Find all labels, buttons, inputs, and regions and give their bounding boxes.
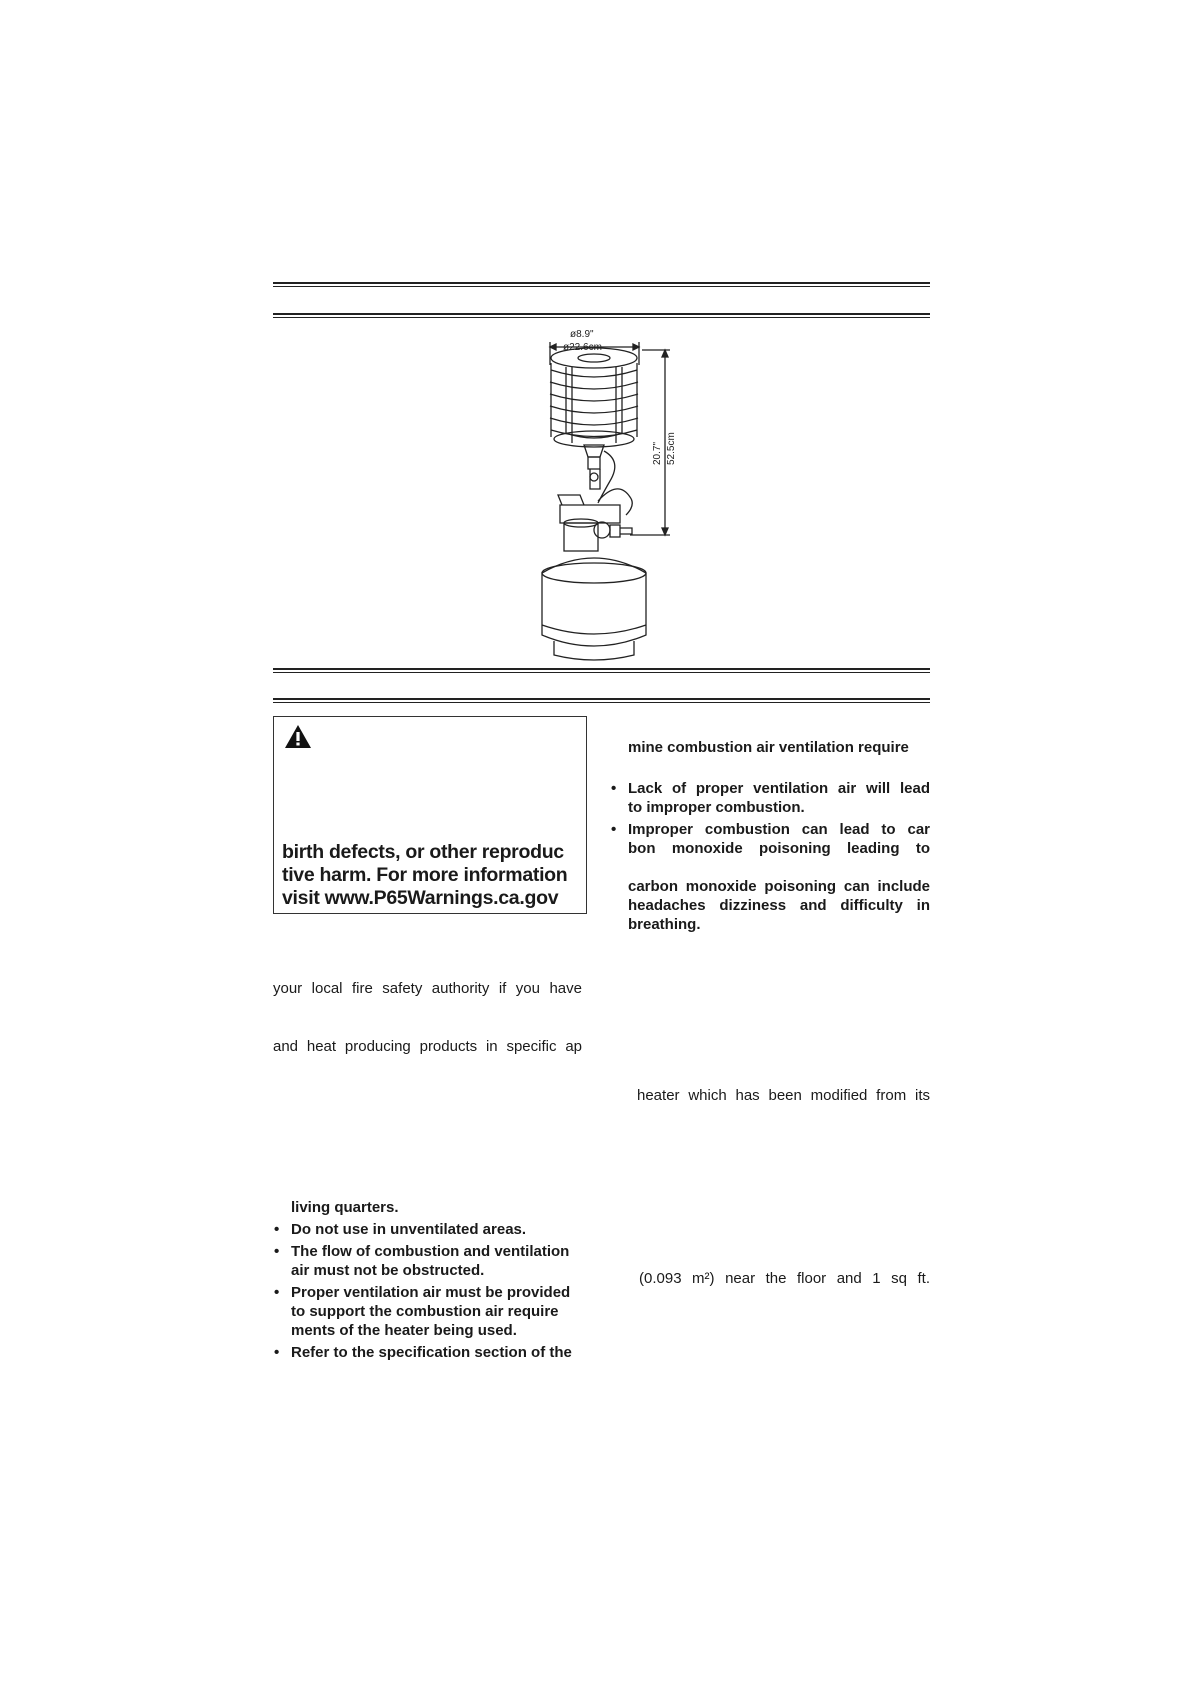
warning-text — [282, 841, 567, 910]
section-rule-figure-top — [273, 313, 930, 318]
section-rule-figure-bottom — [273, 668, 930, 673]
list-continuation: living quarters. — [291, 1199, 399, 1216]
dim-diameter-in: ø8.9" — [570, 329, 594, 340]
right-paragraph-line: breathing. — [628, 916, 701, 933]
warning-line: tive harm. For more information — [282, 864, 568, 886]
bullet-glyph: • — [274, 1221, 280, 1238]
dim-height-in: 20.7" — [652, 441, 663, 465]
left-paragraph-line: and heat producing products in specific ap — [273, 1038, 582, 1055]
right-paragraph-line: heater which has been modified from its — [637, 1087, 930, 1104]
list-item: to improper combustion. — [628, 799, 805, 816]
list-item: ments of the heater being used. — [291, 1322, 517, 1339]
section-rule-top — [273, 282, 930, 287]
bullet-glyph: • — [611, 780, 617, 797]
section-rule-warnings-top — [273, 698, 930, 703]
list-item: Proper ventilation air must be provided — [291, 1284, 571, 1301]
bullet-glyph: • — [274, 1243, 280, 1260]
warning-line: birth defects, or other reproduc — [282, 841, 564, 863]
right-paragraph-line: headaches dizziness and difficulty in — [628, 897, 930, 914]
heater-diagram — [520, 325, 720, 667]
list-item: to support the combustion air require — [291, 1303, 559, 1320]
right-paragraph-line: carbon monoxide poisoning can include — [628, 878, 930, 895]
bullet-glyph: • — [274, 1344, 280, 1361]
dim-diameter-cm: ø22.6cm — [563, 342, 602, 353]
list-item: Lack of proper ventilation air will lead — [628, 780, 930, 797]
bullet-glyph: • — [274, 1284, 280, 1301]
bullet-glyph: • — [611, 821, 617, 838]
dim-height-cm: 52.5cm — [666, 432, 677, 465]
warning-line: visit www.P65Warnings.ca.gov — [282, 887, 559, 909]
right-paragraph-line: (0.093 m²) near the floor and 1 sq ft. — [639, 1270, 930, 1287]
list-item: Improper combustion can lead to car — [628, 821, 930, 838]
list-item: Refer to the specification section of the — [291, 1344, 572, 1361]
right-paragraph-line: mine combustion air ventilation require — [628, 739, 909, 756]
warning-triangle-icon — [284, 724, 312, 749]
list-item: air must not be obstructed. — [291, 1262, 485, 1279]
left-paragraph-line: your local fire safety authority if you have — [273, 980, 582, 997]
list-item: Do not use in unventilated areas. — [291, 1221, 527, 1238]
list-item: The flow of combustion and ventilation — [291, 1243, 570, 1260]
list-item: bon monoxide poisoning leading to — [628, 840, 930, 857]
warning-box — [273, 716, 587, 914]
